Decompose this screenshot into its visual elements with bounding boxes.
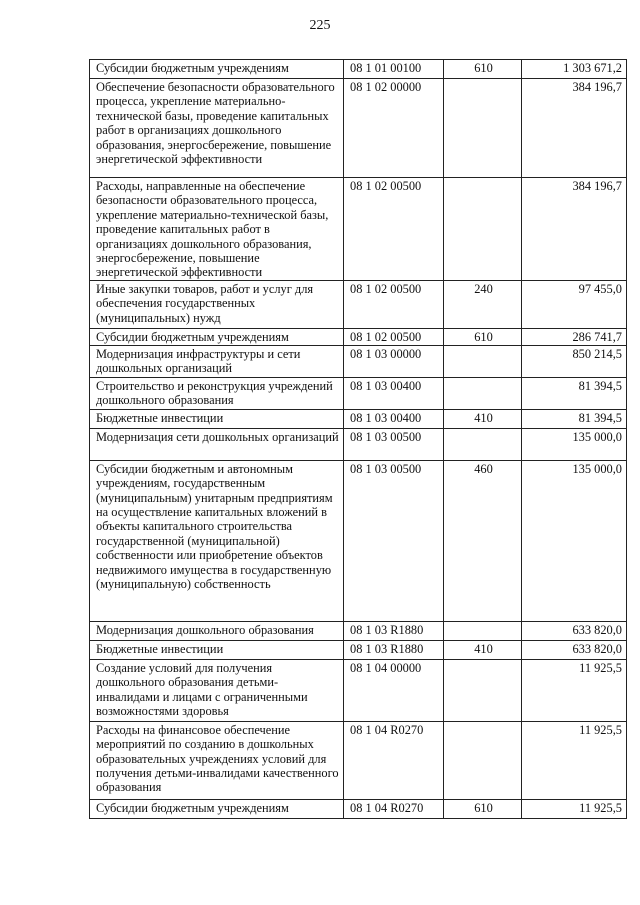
table-row: [90, 79, 627, 178]
row-code-cell: 08 1 02 00500: [344, 178, 444, 281]
row-name-cell: Субсидии бюджетным учреждениям: [90, 60, 344, 79]
table-row: [90, 280, 627, 328]
table-row: [90, 345, 627, 377]
row-type-cell: 240: [444, 280, 522, 328]
row-sum-cell: 97 455,0: [522, 280, 627, 328]
row-type-cell: [444, 721, 522, 799]
budget-table-body: [90, 60, 627, 819]
table-row: [90, 799, 627, 818]
row-code-cell: 08 1 02 00500: [344, 280, 444, 328]
row-code-cell: 08 1 03 00400: [344, 409, 444, 428]
row-code-cell: 08 1 03 R1880: [344, 640, 444, 659]
table-row: [90, 721, 627, 799]
row-code-cell: 08 1 03 00000: [344, 345, 444, 377]
row-code-cell: 08 1 03 R1880: [344, 621, 444, 640]
table-row: [90, 60, 627, 79]
row-code-cell: 08 1 03 00500: [344, 460, 444, 621]
row-type-cell: 610: [444, 799, 522, 818]
row-sum-cell: 81 394,5: [522, 409, 627, 428]
row-code-cell: 08 1 02 00500: [344, 328, 444, 345]
row-name-cell: Строительство и реконструкция учреждений дошкольного образования: [90, 377, 344, 409]
row-type-cell: 610: [444, 60, 522, 79]
row-name-cell: Обеспечение безопасности образовательного процесса, укрепление материально-технической базы, проведение капитальных работ в организациях дошкольного образования, энергосбережение, повышение энергетической эффективности: [90, 79, 344, 178]
row-sum-cell: 1 303 671,2: [522, 60, 627, 79]
row-sum-cell: 11 925,5: [522, 799, 627, 818]
row-type-cell: [444, 345, 522, 377]
row-code-cell: 08 1 04 R0270: [344, 721, 444, 799]
row-code-cell: 08 1 04 R0270: [344, 799, 444, 818]
row-type-cell: [444, 659, 522, 721]
row-name-cell: Бюджетные инвестиции: [90, 640, 344, 659]
row-sum-cell: 850 214,5: [522, 345, 627, 377]
row-name-cell: Иные закупки товаров, работ и услуг для обеспечения государственных (муниципальных) нужд: [90, 280, 344, 328]
row-type-cell: [444, 79, 522, 178]
row-name-cell: Модернизация дошкольного образования: [90, 621, 344, 640]
row-type-cell: [444, 377, 522, 409]
row-code-cell: 08 1 02 00000: [344, 79, 444, 178]
row-sum-cell: 135 000,0: [522, 428, 627, 460]
page-number: 225: [309, 18, 331, 33]
table-row: [90, 621, 627, 640]
row-type-cell: 410: [444, 409, 522, 428]
table-row: [90, 659, 627, 721]
row-code-cell: 08 1 04 00000: [344, 659, 444, 721]
table-row: [90, 428, 627, 460]
row-name-cell: Модернизация инфраструктуры и сети дошкольных организаций: [90, 345, 344, 377]
row-sum-cell: 11 925,5: [522, 721, 627, 799]
table-row: [90, 460, 627, 621]
row-name-cell: Расходы на финансовое обеспечение мероприятий по созданию в дошкольных образовательных учреждениях условий для получения детьми-инвалидами качественного образования: [90, 721, 344, 799]
row-sum-cell: 286 741,7: [522, 328, 627, 345]
row-type-cell: [444, 178, 522, 281]
row-type-cell: 460: [444, 460, 522, 621]
row-type-cell: 610: [444, 328, 522, 345]
table-row: [90, 640, 627, 659]
row-sum-cell: 11 925,5: [522, 659, 627, 721]
row-name-cell: Модернизация сети дошкольных организаций: [90, 428, 344, 460]
row-sum-cell: 384 196,7: [522, 178, 627, 281]
row-sum-cell: 633 820,0: [522, 640, 627, 659]
row-code-cell: 08 1 01 00100: [344, 60, 444, 79]
table-row: [90, 328, 627, 345]
row-name-cell: Расходы, направленные на обеспечение безопасности образовательного процесса, укрепление материально-технической базы, проведение капитальных работ в организациях дошкольного образования, энергосбережение, повышение энергетической эффективности: [90, 178, 344, 281]
row-sum-cell: 633 820,0: [522, 621, 627, 640]
row-sum-cell: 81 394,5: [522, 377, 627, 409]
row-code-cell: 08 1 03 00400: [344, 377, 444, 409]
row-name-cell: Бюджетные инвестиции: [90, 409, 344, 428]
table-row: [90, 178, 627, 281]
row-name-cell: Создание условий для получения дошкольного образования детьми-инвалидами и лицами с ограниченными возможностями здоровья: [90, 659, 344, 721]
row-name-cell: Субсидии бюджетным учреждениям: [90, 328, 344, 345]
row-name-cell: Субсидии бюджетным и автономным учреждениям, государственным (муниципальным) унитарным предприятиям на осуществление капитальных вложений в объекты капитального строительства государственной (муниципальной) собственности или приобретение объектов недвижимого имущества в государственную (муниципальную) собственность: [90, 460, 344, 621]
table-row: [90, 377, 627, 409]
row-sum-cell: 384 196,7: [522, 79, 627, 178]
row-sum-cell: 135 000,0: [522, 460, 627, 621]
table-row: [90, 409, 627, 428]
row-code-cell: 08 1 03 00500: [344, 428, 444, 460]
budget-table: [89, 59, 627, 819]
row-type-cell: [444, 621, 522, 640]
row-name-cell: Субсидии бюджетным учреждениям: [90, 799, 344, 818]
row-type-cell: 410: [444, 640, 522, 659]
row-type-cell: [444, 428, 522, 460]
